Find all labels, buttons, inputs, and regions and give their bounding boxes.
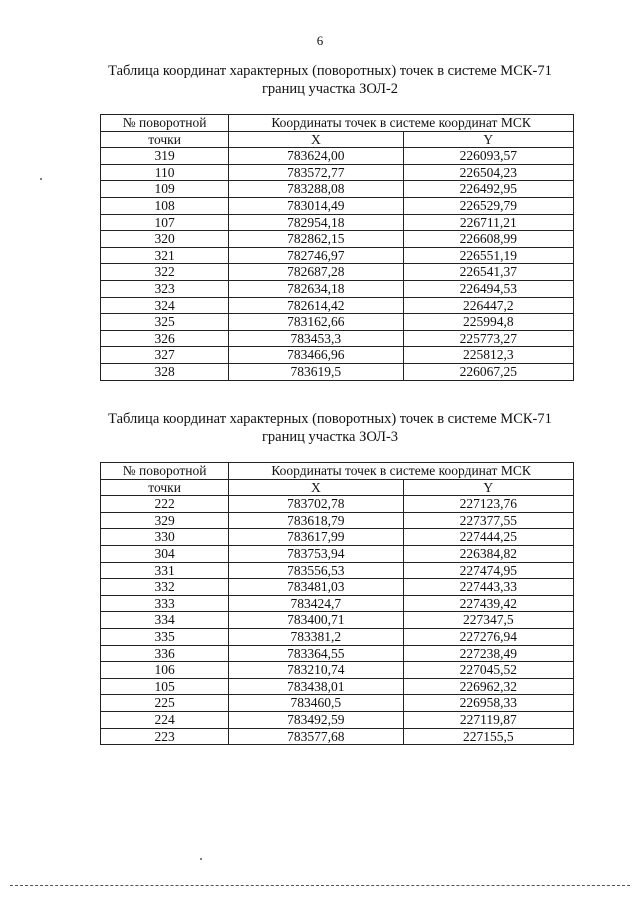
table-caption-zol-3 [80,410,580,446]
point-number-cell: 224 [101,711,229,728]
y-coordinate-cell: 226541,37 [403,264,573,281]
point-number-cell: 222 [101,496,229,513]
table-row [101,529,574,546]
header-point-number-2: точки [101,131,229,148]
y-coordinate-cell: 227347,5 [403,612,573,629]
y-coordinate-cell: 227377,55 [403,512,573,529]
table-row [101,164,574,181]
x-coordinate-cell: 783453,3 [229,330,403,347]
x-coordinate-cell: 783492,59 [229,711,403,728]
caption-line: границ участка ЗОЛ-2 [261,81,399,97]
y-coordinate-cell: 226504,23 [403,164,573,181]
x-coordinate-cell: 783460,5 [229,695,403,712]
x-coordinate-cell: 783619,5 [229,363,403,380]
point-number-cell: 332 [101,579,229,596]
x-coordinate-cell: 783702,78 [229,496,403,513]
y-coordinate-cell: 226551,19 [403,247,573,264]
point-number-cell: 225 [101,695,229,712]
x-coordinate-cell: 783288,08 [229,181,403,198]
table-row [101,512,574,529]
x-coordinate-cell: 783400,71 [229,612,403,629]
point-number-cell: 333 [101,595,229,612]
coordinates-table-zol-3 [100,462,574,745]
y-coordinate-cell: 227276,94 [403,628,573,645]
y-coordinate-cell: 226447,2 [403,297,573,314]
point-number-cell: 329 [101,512,229,529]
x-coordinate-cell: 783364,55 [229,645,403,662]
x-coordinate-cell: 783014,49 [229,197,403,214]
table-row [101,314,574,331]
x-coordinate-cell: 783424,7 [229,595,403,612]
x-coordinate-cell: 782954,18 [229,214,403,231]
table-row [101,711,574,728]
header-point-number: № поворотной [101,115,229,132]
x-coordinate-cell: 783572,77 [229,164,403,181]
point-number-cell: 326 [101,330,229,347]
y-coordinate-cell: 227155,5 [403,728,573,745]
table-row [101,148,574,165]
point-number-cell: 304 [101,545,229,562]
point-number-cell: 330 [101,529,229,546]
point-number-cell: 336 [101,645,229,662]
x-coordinate-cell: 783162,66 [229,314,403,331]
x-coordinate-cell: 783210,74 [229,662,403,679]
point-number-cell: 327 [101,347,229,364]
point-number-cell: 319 [101,148,229,165]
x-coordinate-cell: 783618,79 [229,512,403,529]
table-row [101,579,574,596]
y-coordinate-cell: 226492,95 [403,181,573,198]
caption-line: Таблица координат характерных (поворотных) точек в системе МСК-71 [108,411,552,427]
header-y: Y [403,479,573,496]
table-row [101,562,574,579]
point-number-cell: 334 [101,612,229,629]
x-coordinate-cell: 783438,01 [229,678,403,695]
y-coordinate-cell: 227045,52 [403,662,573,679]
y-coordinate-cell: 226529,79 [403,197,573,214]
y-coordinate-cell: 225812,3 [403,347,573,364]
x-coordinate-cell: 783753,94 [229,545,403,562]
x-coordinate-cell: 782746,97 [229,247,403,264]
table-row [101,662,574,679]
y-coordinate-cell: 226962,32 [403,678,573,695]
point-number-cell: 223 [101,728,229,745]
table-row [101,231,574,248]
table-row [101,280,574,297]
y-coordinate-cell: 227119,87 [403,711,573,728]
page-number: 6 [316,33,324,48]
header-y: Y [403,131,573,148]
header-coordinates: Координаты точек в системе координат МСК [229,115,574,132]
y-coordinate-cell: 226494,53 [403,280,573,297]
table-row [101,181,574,198]
table-row [101,347,574,364]
table-row [101,695,574,712]
table-row [101,197,574,214]
point-number-cell: 109 [101,181,229,198]
table-row [101,545,574,562]
header-point-number-2: точки [101,479,229,496]
caption-line: Таблица координат характерных (поворотных) точек в системе МСК-71 [108,63,552,79]
x-coordinate-cell: 782862,15 [229,231,403,248]
table-row [101,612,574,629]
table-row [101,214,574,231]
y-coordinate-cell: 226384,82 [403,545,573,562]
y-coordinate-cell: 227238,49 [403,645,573,662]
x-coordinate-cell: 783577,68 [229,728,403,745]
table-row [101,628,574,645]
header-x: X [229,479,403,496]
y-coordinate-cell: 226608,99 [403,231,573,248]
point-number-cell: 106 [101,662,229,679]
point-number-cell: 335 [101,628,229,645]
table-row [101,264,574,281]
point-number-cell: 108 [101,197,229,214]
header-x: X [229,131,403,148]
table-row [101,330,574,347]
y-coordinate-cell: 225773,27 [403,330,573,347]
table-row [101,728,574,745]
y-coordinate-cell: 227439,42 [403,595,573,612]
point-number-cell: 324 [101,297,229,314]
point-number-cell: 323 [101,280,229,297]
point-number-cell: 105 [101,678,229,695]
table-row [101,645,574,662]
point-number-cell: 110 [101,164,229,181]
table-caption-zol-2 [80,62,580,98]
scan-speck [40,178,42,180]
x-coordinate-cell: 783617,99 [229,529,403,546]
scan-speck [200,858,202,860]
x-coordinate-cell: 783481,03 [229,579,403,596]
x-coordinate-cell: 783624,00 [229,148,403,165]
table-row [101,595,574,612]
coordinates-table-zol-2 [100,114,574,381]
point-number-cell: 331 [101,562,229,579]
point-number-cell: 320 [101,231,229,248]
caption-line: границ участка ЗОЛ-3 [261,429,399,445]
x-coordinate-cell: 783466,96 [229,347,403,364]
point-number-cell: 322 [101,264,229,281]
header-coordinates: Координаты точек в системе координат МСК [229,463,574,480]
point-number-cell: 321 [101,247,229,264]
y-coordinate-cell: 227123,76 [403,496,573,513]
y-coordinate-cell: 226958,33 [403,695,573,712]
y-coordinate-cell: 227474,95 [403,562,573,579]
point-number-cell: 325 [101,314,229,331]
table-row [101,247,574,264]
header-point-number: № поворотной [101,463,229,480]
y-coordinate-cell: 226067,25 [403,363,573,380]
point-number-cell: 328 [101,363,229,380]
table-row [101,363,574,380]
footer-rule [10,885,630,886]
x-coordinate-cell: 783381,2 [229,628,403,645]
y-coordinate-cell: 226093,57 [403,148,573,165]
y-coordinate-cell: 227444,25 [403,529,573,546]
y-coordinate-cell: 227443,33 [403,579,573,596]
point-number-cell: 107 [101,214,229,231]
x-coordinate-cell: 782634,18 [229,280,403,297]
y-coordinate-cell: 225994,8 [403,314,573,331]
table-row [101,297,574,314]
x-coordinate-cell: 783556,53 [229,562,403,579]
table-row [101,496,574,513]
y-coordinate-cell: 226711,21 [403,214,573,231]
x-coordinate-cell: 782687,28 [229,264,403,281]
table-row [101,678,574,695]
x-coordinate-cell: 782614,42 [229,297,403,314]
